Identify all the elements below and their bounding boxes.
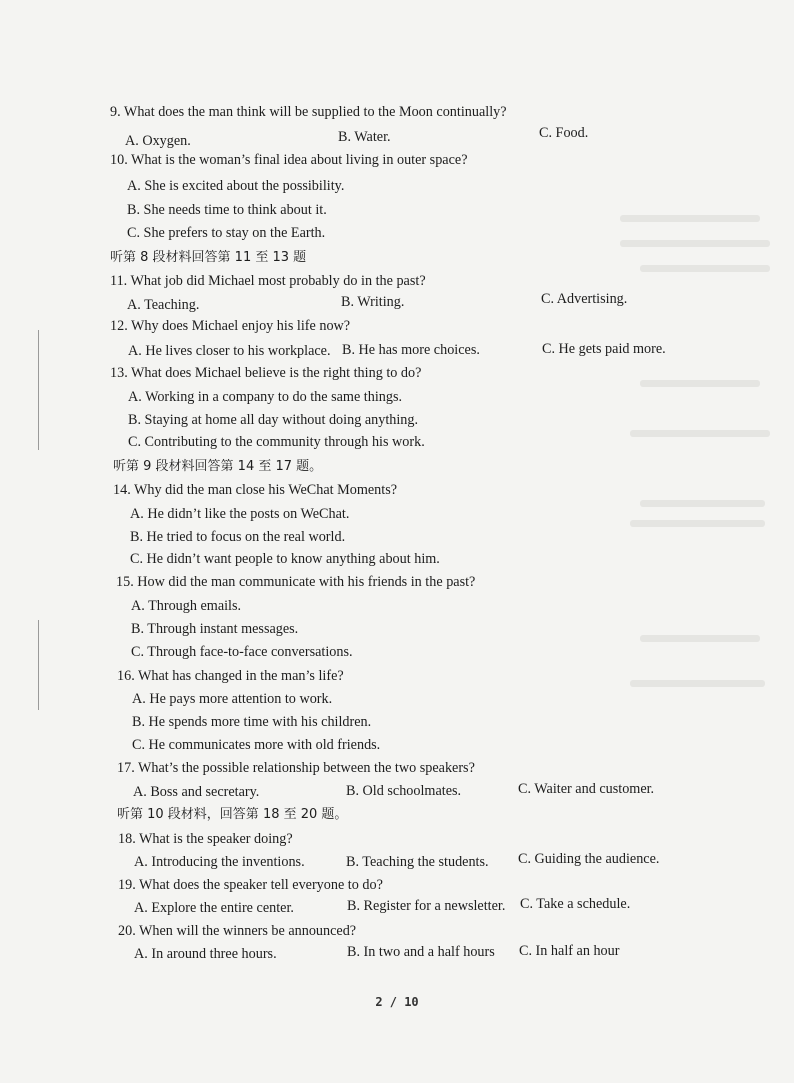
option-c: C. Through face-to-face conversations.: [131, 644, 353, 660]
option-b: B. He has more choices.: [342, 342, 480, 358]
scan-mark-left-2: [38, 620, 39, 710]
question-10: 10. What is the woman’s final idea about living in outer space?: [110, 152, 468, 168]
option-b: B. She needs time to think about it.: [127, 202, 327, 218]
option-a: A. He pays more attention to work.: [132, 691, 333, 707]
bleed-through: [640, 265, 770, 272]
option-b: B. Through instant messages.: [131, 621, 299, 637]
option-c: C. Food.: [539, 125, 589, 141]
option-a: A. He lives closer to his workplace.: [128, 343, 331, 359]
question-9: 9. What does the man think will be supplied to the Moon continually?: [110, 104, 507, 120]
option-c: C. Take a schedule.: [520, 896, 631, 912]
question-11: 11. What job did Michael most probably do in the past?: [110, 273, 426, 289]
scan-mark-left: [38, 330, 39, 450]
bleed-through: [620, 215, 760, 222]
bleed-through: [630, 430, 770, 437]
question-20: 20. When will the winners be announced?: [118, 923, 357, 939]
question-13: 13. What does Michael believe is the right thing to do?: [110, 365, 422, 381]
option-c: C. Guiding the audience.: [518, 851, 660, 867]
option-a: A. Introducing the inventions.: [134, 854, 305, 870]
option-a: A. He didn’t like the posts on WeChat.: [130, 506, 350, 522]
option-b: B. He spends more time with his children.: [132, 714, 372, 730]
question-14: 14. Why did the man close his WeChat Moments?: [113, 482, 398, 498]
option-c: C. He gets paid more.: [542, 341, 666, 357]
option-a: A. She is excited about the possibility.: [127, 178, 345, 194]
option-c: C. She prefers to stay on the Earth.: [127, 225, 326, 241]
option-c: C. Contributing to the community through his work.: [128, 434, 425, 450]
bleed-through: [640, 635, 760, 642]
question-18: 18. What is the speaker doing?: [118, 831, 293, 847]
question-17: 17. What’s the possible relationship between the two speakers?: [117, 760, 475, 776]
option-b: B. Water.: [338, 129, 391, 145]
option-c: C. Advertising.: [541, 291, 628, 307]
option-a: A. Boss and secretary.: [133, 784, 260, 800]
option-b: B. Staying at home all day without doing anything.: [128, 412, 419, 428]
question-12: 12. Why does Michael enjoy his life now?: [110, 318, 351, 334]
page-number: 2 / 10: [375, 995, 419, 1009]
question-15: 15. How did the man communicate with his friends in the past?: [116, 574, 476, 590]
section-heading: 听第 8 段材料回答第 11 至 13 题: [110, 250, 307, 265]
option-b: B. Old schoolmates.: [346, 783, 462, 799]
option-a: A. Through emails.: [131, 598, 242, 614]
bleed-through: [620, 240, 770, 247]
bleed-through: [640, 380, 760, 387]
bleed-through: [630, 680, 765, 687]
option-a: A. Teaching.: [127, 297, 200, 313]
option-c: C. He communicates more with old friends.: [132, 737, 381, 753]
option-b: B. Writing.: [341, 294, 405, 310]
option-a: A. In around three hours.: [134, 946, 277, 962]
question-19: 19. What does the speaker tell everyone to do?: [118, 877, 383, 893]
bleed-through: [640, 500, 765, 507]
option-c: C. In half an hour: [519, 943, 620, 959]
section-heading: 听第 9 段材料回答第 14 至 17 题。: [113, 459, 323, 474]
option-a: A. Oxygen.: [125, 133, 191, 149]
option-b: B. He tried to focus on the real world.: [130, 529, 346, 545]
bleed-through: [630, 520, 765, 527]
option-a: A. Working in a company to do the same things.: [128, 389, 403, 405]
section-heading: 听第 10 段材料，回答第 18 至 20 题。: [117, 807, 348, 822]
option-c: C. He didn’t want people to know anything about him.: [130, 551, 440, 567]
option-b: B. Register for a newsletter.: [347, 898, 506, 914]
option-a: A. Explore the entire center.: [134, 900, 294, 916]
question-16: 16. What has changed in the man’s life?: [117, 668, 344, 684]
option-c: C. Waiter and customer.: [518, 781, 655, 797]
option-b: B. In two and a half hours: [347, 944, 495, 960]
option-b: B. Teaching the students.: [346, 854, 489, 870]
